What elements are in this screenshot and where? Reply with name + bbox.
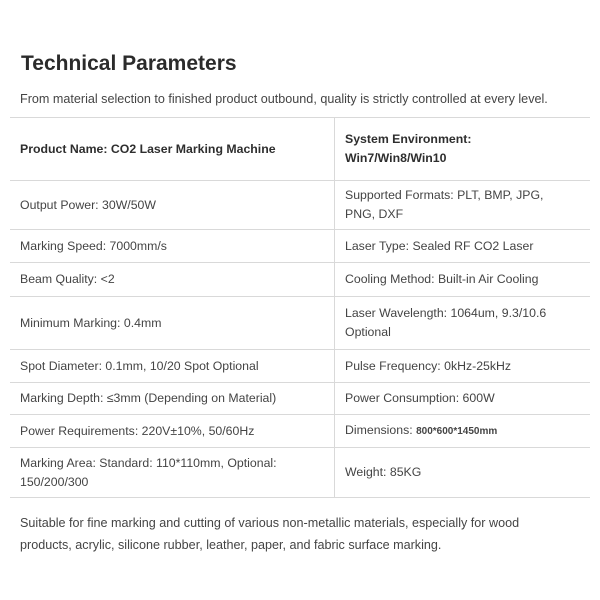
marking-area-line2: 150/200/300 [20, 474, 89, 489]
parameters-table [10, 117, 590, 498]
supported-formats-cell [335, 181, 591, 230]
system-environment-label: System Environment: [345, 132, 472, 146]
dimensions-value: 800*600*1450mm [416, 426, 498, 437]
table-row [10, 263, 590, 297]
laser-wavelength-line1: Laser Wavelength: 1064um, 9.3/10.6 [345, 306, 547, 320]
weight-cell: Weight: 85KG [335, 448, 591, 498]
power-consumption-cell: Power Consumption: 600W [335, 383, 591, 415]
laser-wavelength-cell [335, 297, 591, 350]
supported-formats-line2: PNG, DXF [345, 207, 404, 221]
footer-line2: products, acrylic, silicone rubber, leather, paper, and fabric surface marking. [20, 538, 442, 552]
product-name-cell: Product Name: CO2 Laser Marking Machine [10, 118, 335, 181]
system-environment-value: Win7/Win8/Win10 [345, 151, 447, 165]
table-header-row [10, 118, 590, 181]
system-environment-cell [335, 118, 591, 181]
dimensions-cell [335, 415, 591, 448]
page-subtitle: From material selection to finished product outbound, quality is strictly controlled at every level. [20, 92, 548, 106]
table-row [10, 181, 590, 230]
footer-line1: Suitable for fine marking and cutting of various non-metallic materials, especially for wood [20, 516, 520, 530]
marking-area-cell [10, 448, 335, 498]
table-row [10, 415, 590, 448]
table-row [10, 230, 590, 263]
table-row [10, 350, 590, 383]
power-requirements-cell: Power Requirements: 220V±10%, 50/60Hz [10, 415, 335, 448]
laser-type-cell: Laser Type: Sealed RF CO2 Laser [335, 230, 591, 263]
minimum-marking-cell: Minimum Marking: 0.4mm [10, 297, 335, 350]
beam-quality-cell: Beam Quality: <2 [10, 263, 335, 297]
marking-speed-cell: Marking Speed: 7000mm/s [10, 230, 335, 263]
pulse-frequency-cell: Pulse Frequency: 0kHz-25kHz [335, 350, 591, 383]
page-title: Technical Parameters [21, 52, 237, 75]
dimensions-label: Dimensions: [345, 423, 417, 437]
footer-description [20, 512, 588, 556]
supported-formats-line1: Supported Formats: PLT, BMP, JPG, [345, 188, 544, 202]
table-row [10, 383, 590, 415]
table-row [10, 297, 590, 350]
marking-area-line1: Marking Area: Standard: 110*110mm, Optional: [20, 455, 277, 470]
table-row [10, 448, 590, 498]
cooling-method-cell: Cooling Method: Built-in Air Cooling [335, 263, 591, 297]
laser-wavelength-line2: Optional [345, 325, 391, 339]
marking-depth-cell: Marking Depth: ≤3mm (Depending on Material) [10, 383, 335, 415]
output-power-cell: Output Power: 30W/50W [10, 181, 335, 230]
spot-diameter-cell: Spot Diameter: 0.1mm, 10/20 Spot Optional [10, 350, 335, 383]
